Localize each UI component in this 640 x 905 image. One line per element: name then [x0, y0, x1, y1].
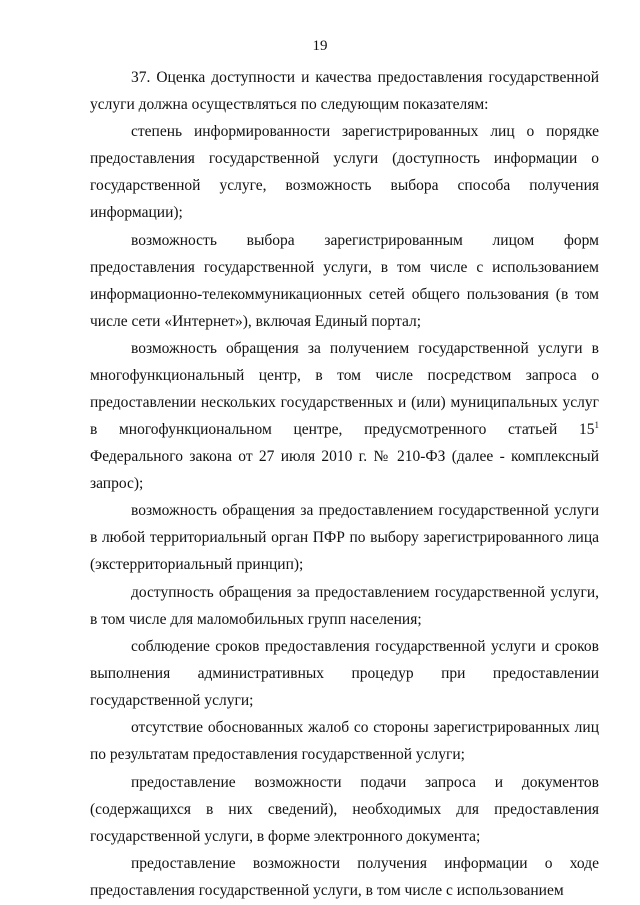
- paragraph-mfc-text-after: Федерального закона от 27 июля 2010 г. № 210-ФЗ (далее - комплексный запрос);: [90, 448, 599, 493]
- paragraph-mfc-text-before: возможность обращения за получением государственной услуги в многофункциональный центр, в том числе посредством запроса о предоставлении нескольких государственных и (или) муниципальных услуг в многофункциональном центре, предусмотренного статьей 15: [90, 340, 599, 439]
- document-body: [90, 64, 599, 904]
- paragraph-accessibility: доступность обращения за предоставлением государственной услуги, в том числе для маломобильных групп населения;: [90, 583, 599, 628]
- paragraph-exterritorial: возможность обращения за предоставлением государственной услуги в любой территориальный орган ПФР по выбору зарегистрированного лица (экстерриториальный принцип);: [90, 502, 599, 574]
- paragraph-mfc-request: [90, 335, 599, 497]
- page-number: 19: [312, 38, 328, 54]
- superscript-article-number: 1: [594, 420, 599, 431]
- paragraph-electronic-request: предоставление возможности подачи запроса и документов (содержащихся в них сведений), необходимых для предоставления государственной услуги, в форме электронного документа;: [90, 773, 599, 845]
- paragraph-complaints: отсутствие обоснованных жалоб со стороны зарегистрированных лиц по результатам предоставления государственной услуги;: [90, 719, 599, 764]
- paragraph-form-choice: возможность выбора зарегистрированным лицом форм предоставления государственной услуги, в том числе с использованием информационно-телекоммуникационных сетей общего пользования (в том числе сети «Интернет»), включая Единый портал;: [90, 231, 599, 330]
- paragraph-item-37: 37. Оценка доступности и качества предоставления государственной услуги должна осуществляться по следующим показателям:: [90, 69, 599, 113]
- paragraph-progress-info: предоставление возможности получения информации о ходе предоставления государственной услуги, в том числе с использованием: [90, 855, 599, 900]
- paragraph-informedness: степень информированности зарегистрированных лиц о порядке предоставления государственной услуги (доступность информации о государственной услуге, возможность выбора способа получения информации);: [90, 123, 599, 222]
- paragraph-deadlines: соблюдение сроков предоставления государственной услуги и сроков выполнения административных процедур при предоставлении государственной услуги;: [90, 638, 599, 710]
